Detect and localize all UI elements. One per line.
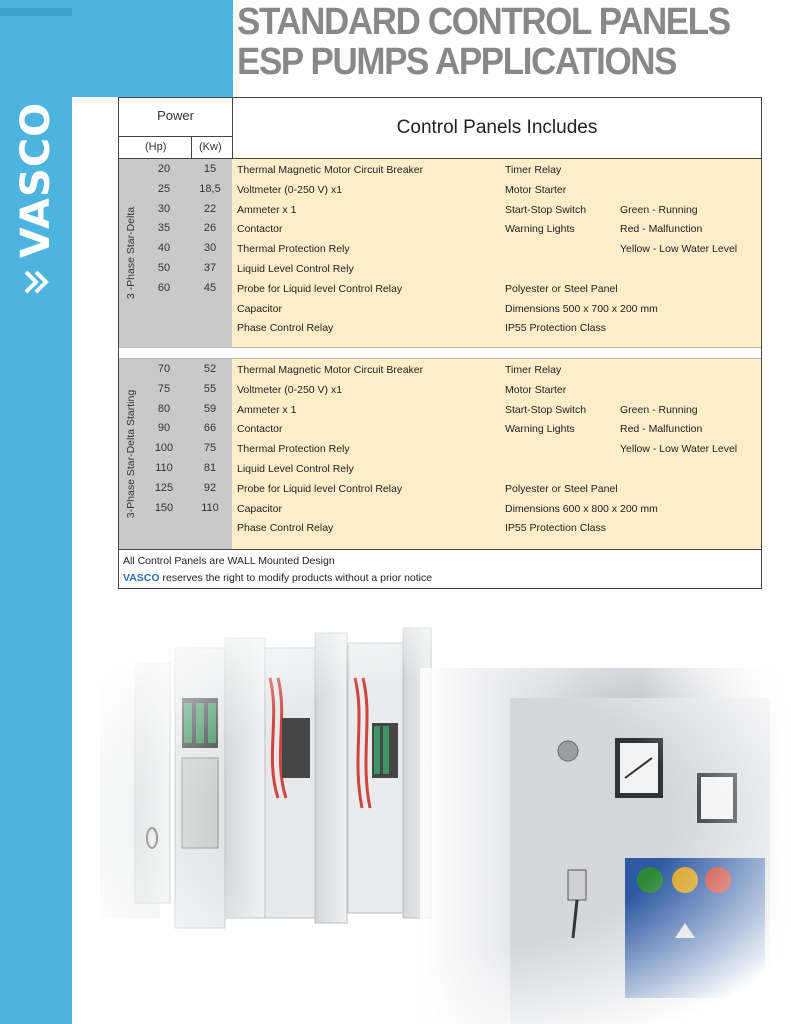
component-item: Dimensions 500 x 700 x 200 mm <box>505 302 658 315</box>
section-gap <box>119 347 761 359</box>
component-item: Dimensions 600 x 800 x 200 mm <box>505 502 658 515</box>
component-item: Liquid Level Control Rely <box>237 463 354 475</box>
component-item: Probe for Liquid level Control Relay <box>237 482 403 495</box>
kw-value: 37 <box>203 262 217 274</box>
brand-mark-icon <box>22 268 52 298</box>
kw-value: 52 <box>203 363 217 375</box>
hp-value: 50 <box>157 262 171 274</box>
kw-unit-label: (Kw) <box>199 141 222 153</box>
page-title-line2: ESP PUMPS APPLICATIONS <box>237 41 677 83</box>
component-item: Thermal Protection Rely <box>237 443 350 456</box>
kw-value: 22 <box>203 202 217 215</box>
component-item: IP55 Protection Class <box>505 322 606 335</box>
component-item: Liquid Level Control Rely <box>237 263 354 275</box>
component-item: Contactor <box>237 423 283 436</box>
kw-value: 75 <box>203 442 217 455</box>
brand-sidebar <box>0 0 72 1024</box>
hp-value: 60 <box>157 281 171 294</box>
component-item: Yellow - Low Water Level <box>620 443 738 456</box>
power-column <box>119 359 232 549</box>
hp-value: 20 <box>157 163 171 175</box>
hp-value: 40 <box>157 242 171 255</box>
power-label: Power <box>157 108 194 123</box>
phase-type-label: 3 -Phase Star-Delta <box>125 206 137 300</box>
kw-value: 15 <box>203 163 217 175</box>
component-item: Voltmeter (0-250 V) x1 <box>237 383 343 396</box>
section-star-delta-starting <box>119 359 761 549</box>
hp-value: 100 <box>154 442 174 455</box>
hp-value: 75 <box>157 382 171 395</box>
component-item: Red - Malfunction <box>620 223 703 236</box>
power-column <box>119 159 232 347</box>
kw-value: 55 <box>203 382 217 395</box>
page-title <box>237 2 730 82</box>
page-title-line1: STANDARD CONTROL PANELS <box>237 1 730 43</box>
component-item: Thermal Magnetic Motor Circuit Breaker <box>237 164 424 176</box>
phase-type-label: 3-Phase Star-Delta Starting <box>125 389 137 519</box>
kw-value: 18,5 <box>199 182 221 195</box>
kw-value: 92 <box>203 481 217 494</box>
wall-mounted-note: All Control Panels are WALL Mounted Design <box>123 555 335 567</box>
component-item: Green - Running <box>620 403 698 416</box>
component-item: Polyester or Steel Panel <box>505 482 618 495</box>
component-item: Capacitor <box>237 302 282 315</box>
component-item: Start-Stop Switch <box>505 403 587 416</box>
brand-logo-text: VASCO <box>13 101 59 259</box>
component-item: Start-Stop Switch <box>505 203 587 216</box>
table-header <box>119 98 761 159</box>
component-item: Warning Lights <box>505 423 575 436</box>
component-item: Phase Control Relay <box>237 522 334 535</box>
kw-value: 81 <box>203 462 217 474</box>
disclaimer <box>123 572 432 584</box>
component-item: Green - Running <box>620 203 698 216</box>
component-item: Red - Malfunction <box>620 423 703 436</box>
includes-header: Control Panels Includes <box>396 117 598 138</box>
kw-value: 66 <box>203 422 217 435</box>
hp-value: 30 <box>157 202 171 215</box>
component-item: Ammeter x 1 <box>237 203 297 216</box>
component-item: Ammeter x 1 <box>237 403 297 416</box>
unit-row <box>119 136 232 159</box>
brand-logo <box>0 0 72 1024</box>
component-item: Probe for Liquid level Control Relay <box>237 282 403 295</box>
hp-value: 70 <box>157 363 171 375</box>
hp-unit-label: (Hp) <box>145 141 167 153</box>
component-item: Thermal Magnetic Motor Circuit Breaker <box>237 364 424 376</box>
section-star-delta <box>119 159 761 347</box>
component-item: Capacitor <box>237 502 282 515</box>
component-item: Contactor <box>237 223 283 236</box>
component-item: Warning Lights <box>505 223 575 236</box>
disclaimer-text: reserves the right to modify products without a prior notice <box>159 572 433 584</box>
kw-value: 59 <box>203 402 217 415</box>
control-panels-table <box>118 97 762 589</box>
component-item: Thermal Protection Rely <box>237 243 350 256</box>
hp-value: 150 <box>154 501 174 514</box>
unit-divider <box>191 137 192 159</box>
component-item: Timer Relay <box>505 364 562 376</box>
component-item: Voltmeter (0-250 V) x1 <box>237 183 343 196</box>
component-item: Polyester or Steel Panel <box>505 282 618 295</box>
component-item: Phase Control Relay <box>237 322 334 335</box>
component-item: Yellow - Low Water Level <box>620 243 738 256</box>
table-footer <box>119 549 761 588</box>
component-item: IP55 Protection Class <box>505 522 606 535</box>
hp-value: 125 <box>154 481 174 494</box>
component-item: Motor Starter <box>505 383 567 396</box>
kw-value: 30 <box>203 242 217 255</box>
kw-value: 45 <box>203 281 217 294</box>
component-item: Motor Starter <box>505 183 567 196</box>
hp-value: 80 <box>157 402 171 415</box>
disclaimer-brand: VASCO <box>123 572 160 584</box>
component-item: Timer Relay <box>505 164 562 176</box>
control-panels-photo <box>90 608 791 1024</box>
hp-value: 25 <box>157 182 171 195</box>
hp-value: 90 <box>157 422 171 435</box>
kw-value: 110 <box>201 501 219 514</box>
hp-value: 110 <box>155 462 173 474</box>
hp-value: 35 <box>157 222 171 235</box>
power-header <box>119 98 233 158</box>
kw-value: 26 <box>203 222 217 235</box>
header-blue-band <box>72 0 233 97</box>
